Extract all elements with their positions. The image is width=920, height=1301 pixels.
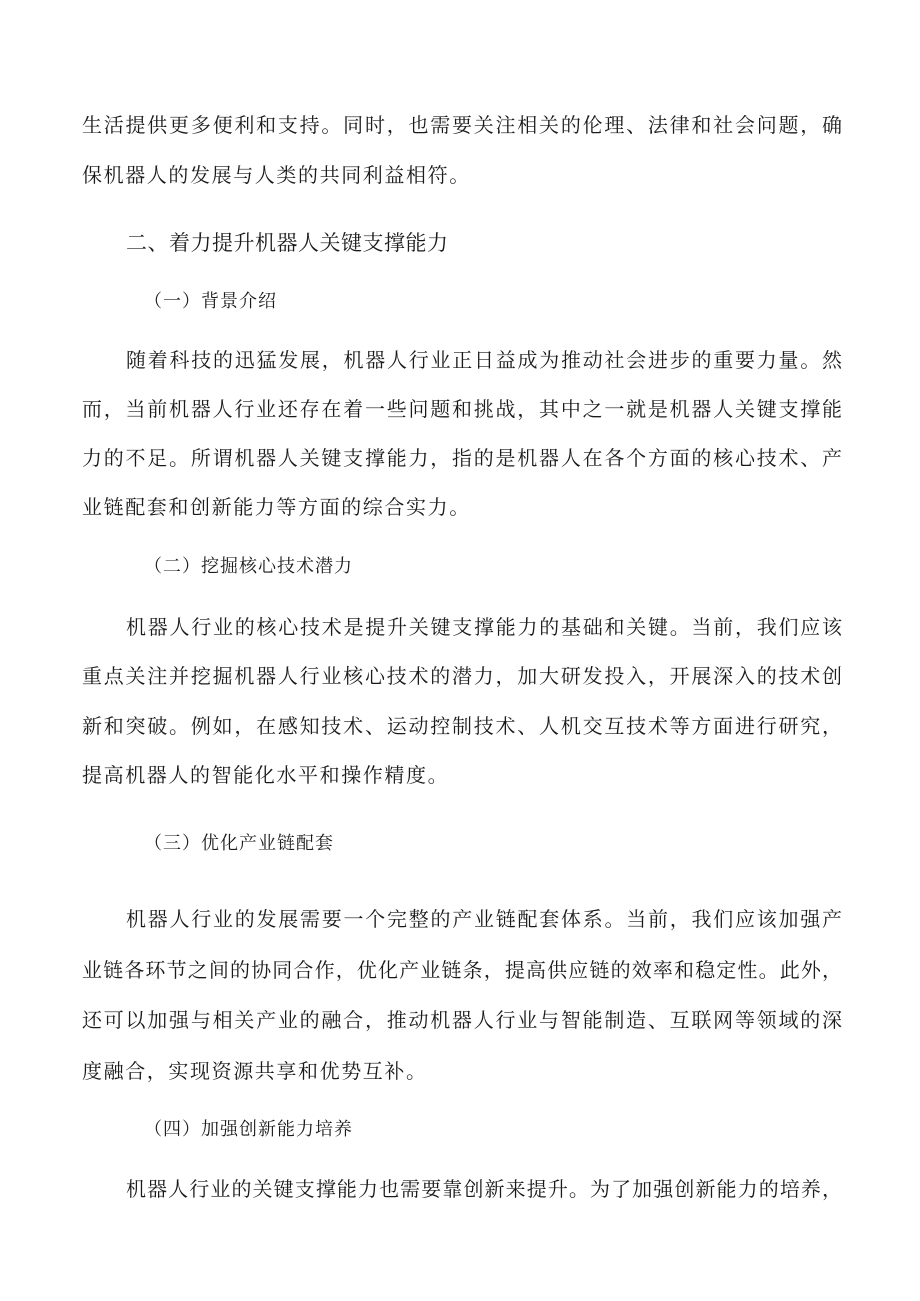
- paragraph-line: 机器人行业的关键支撑能力也需要靠创新来提升。为了加强创新能力的培养，: [126, 1177, 842, 1201]
- paragraph-line: 机器人行业的核心技术是提升关键支撑能力的基础和关键。当前，我们应该: [126, 615, 842, 639]
- paragraph-line: 业链配套和创新能力等方面的综合实力。: [82, 495, 471, 519]
- paragraph-line: 保机器人的发展与人类的共同利益相符。: [82, 163, 471, 187]
- paragraph-line: 业链各环节之间的协同合作，优化产业链条，提高供应链的效率和稳定性。此外，: [82, 958, 842, 982]
- paragraph-line: 随着科技的迅猛发展，机器人行业正日益成为推动社会进步的重要力量。然: [126, 348, 842, 372]
- subsection-title: （四）加强创新能力培养: [144, 1119, 353, 1140]
- subsection-title: （三）优化产业链配套: [144, 833, 334, 854]
- paragraph-line: 度融合，实现资源共享和优势互补。: [82, 1059, 428, 1083]
- paragraph-line: 而，当前机器人行业还存在着一些问题和挑战，其中之一就是机器人关键支撑能: [82, 397, 842, 421]
- subsection-title: （一）背景介绍: [144, 291, 277, 312]
- paragraph-line: 机器人行业的发展需要一个完整的产业链配套体系。当前，我们应该加强产: [126, 907, 842, 931]
- paragraph-line: 力的不足。所谓机器人关键支撑能力，指的是机器人在各个方面的核心技术、产: [82, 446, 842, 470]
- paragraph-line: 重点关注并挖掘机器人行业核心技术的潜力，加大研发投入，开展深入的技术创: [82, 664, 842, 688]
- paragraph-line: 新和突破。例如，在感知技术、运动控制技术、人机交互技术等方面进行研究，: [82, 714, 842, 738]
- paragraph-line: 生活提供更多便利和支持。同时，也需要关注相关的伦理、法律和社会问题，确: [82, 113, 842, 137]
- paragraph-line: 还可以加强与相关产业的融合，推动机器人行业与智能制造、互联网等领域的深: [82, 1008, 842, 1032]
- section-title: 二、着力提升机器人关键支撑能力: [126, 231, 449, 255]
- subsection-title: （二）挖掘核心技术潜力: [144, 556, 353, 577]
- paragraph-line: 提高机器人的智能化水平和操作精度。: [82, 763, 450, 787]
